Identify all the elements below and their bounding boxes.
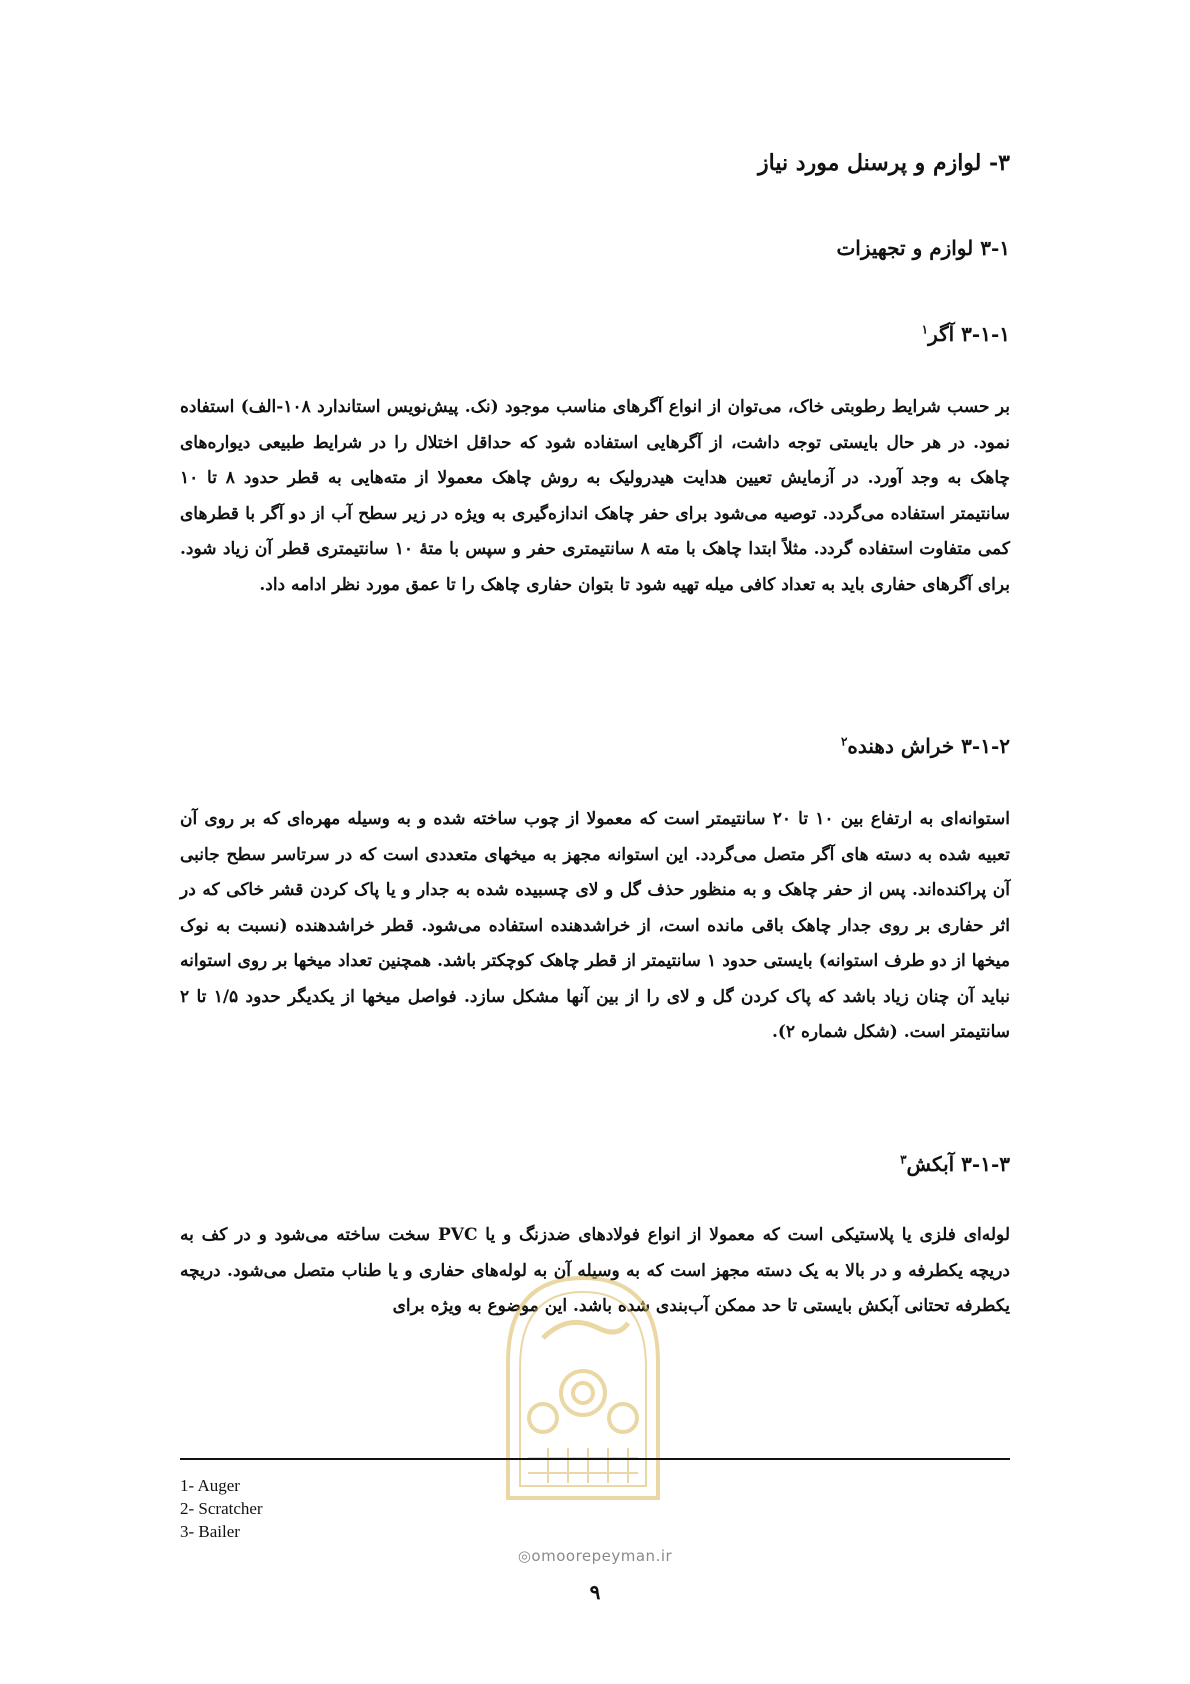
heading-bailer-text: ۳-۱-۳ آبکش (906, 1152, 1010, 1176)
footnote-2: 2- Scratcher (180, 1499, 263, 1518)
footnote-ref-3: ۳ (900, 1152, 907, 1167)
paragraph-bailer: لوله‌ای فلزی یا پلاستیکی است که معمولا از انواع فولادهای ضدزنگ و یا PVC سخت ساخته می‌شود و در کف به دریچه یکطرفه و در بالا به یک دسته مجهز است که به وسیله آن به لوله‌های حفاری و یا طناب متصل می‌شود. دریچه یکطرفه تحتانی آبکش بایستی تا حد ممکن آب‌بندی شده باشد. این موضوع به ویژه برای (180, 1225, 1010, 1316)
watermark-logo (488, 1268, 678, 1518)
footnote-divider (180, 1458, 1010, 1460)
section-heading-3-text: ۳- لوازم و پرسنل مورد نیاز (758, 150, 1010, 176)
heading-scratcher (841, 734, 1010, 758)
section-heading-3 (758, 150, 1010, 176)
footnotes (180, 1474, 263, 1543)
paragraph-scratcher: استوانه‌ای به ارتفاع بین ۱۰ تا ۲۰ سانتیمتر است که معمولا از چوب ساخته شده و به وسیله مهره‌ای که بر روی آن تعبیه شده به دسته های آگر متصل می‌گردد. این استوانه مجهز به میخهای متعددی است که در سرتاسر سطح جانبی آن پراکنده‌اند. پس از حفر چاهک و به منظور حذف گل و لای چسبیده شده به جدار و یا پاک کردن قشر خاکی که در اثر حفاری بر روی جدار چاهک باقی مانده است، از خراشدهنده استفاده می‌شود. قطر خراشدهنده (نسبت به نوک میخها از دو طرف استوانه) بایستی حدود ۱ سانتیمتر از قطر چاهک کوچکتر باشد. همچنین تعداد میخها بر روی استوانه نباید آن چنان زیاد باشد که پاک کردن گل و لای را از بین آنها مشکل سازد. فواصل میخها از یکدیگر حدود ۱/۵ تا ۲ سانتیمتر است. (شکل شماره ۲). (180, 809, 1010, 1042)
watermark-site (0, 1547, 1190, 1565)
heading-auger (922, 322, 1010, 346)
footnote-3: 3- Bailer (180, 1522, 240, 1541)
page-number: ۹ (589, 1580, 601, 1604)
paragraph-auger: بر حسب شرایط رطوبتی خاک، می‌توان از انواع آگرهای مناسب موجود (نک. پیش‌نویس استاندارد ۱۰۸-الف) استفاده نمود. در هر حال بایستی توجه داشت، از آگرهایی استفاده شود که حداقل اختلال را در شرایط طبیعی دیواره‌های چاهک به وجد آورد. در آزمایش تعیین هدایت هیدرولیک به روش چاهک معمولا از مته‌هایی به قطر حدود ۸ تا ۱۰ سانتیمتر استفاده می‌گردد. توصیه می‌شود برای حفر چاهک اندازه‌گیری به ویژه در زیر سطح آب از دو آگر با قطرهای کمی متفاوت استفاده گردد. مثلاً ابتدا چاهک با مته ۸ سانتیمتری حفر و سپس با متهٔ ۱۰ سانتیمتری قطر آن زیاد شود. برای آگرهای حفاری باید به تعداد کافی میله تهیه شود تا بتوان حفاری چاهک را تا عمق مورد نظر ادامه داد. (180, 397, 1011, 595)
footnote-ref-1: ۱ (921, 322, 929, 337)
globe-icon: ◎ (517, 1547, 532, 1565)
heading-scratcher-text: ۳-۱-۲ خراش دهنده (847, 734, 1010, 758)
watermark-site-text: omoorepeyman.ir (531, 1547, 673, 1565)
subsection-heading-3-1 (836, 236, 1010, 260)
heading-auger-text: ۳-۱-۱ آگر (928, 322, 1010, 346)
footnote-ref-2: ۲ (840, 734, 848, 749)
subsection-heading-3-1-text: ۳-۱ لوازم و تجهیزات (836, 236, 1010, 260)
heading-bailer (900, 1152, 1010, 1176)
footnote-1: 1- Auger (180, 1476, 240, 1495)
